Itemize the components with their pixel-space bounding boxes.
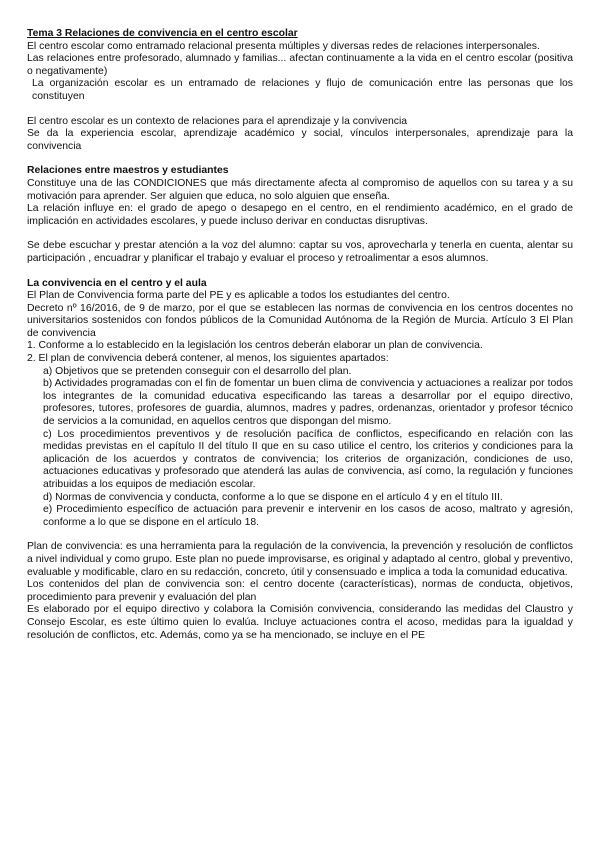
sublist-item-b: b) Actividades programadas con el fin de fomentar un buen clima de convivencia y actuaciones a realizar por todos los integrantes de la comunidad educativa especificando las tareas a desarrollar por el equipo directivo, profesores, tutores, profesores de guardia, alumnos, madres y padres, ordenanzas, orientador y profesor técnico de servicios a la comunidad, en aquellos centros que dispongan del mismo. — [43, 378, 573, 428]
sublist-item-c: c) Los procedimientos preventivos y de resolución pacífica de conflictos, especificando en relación con las medidas previstas en el capítulo II del título II que en su caso utilice el centro, los criterios y condiciones para la aplicación de los acuerdos y contratos de convivencia; los criterios de organización, condiciones de uso, actuaciones educativas y profesorado que atenderá las aulas de convivencia, así como, la regulación y funciones atribuidas a los equipos de mediación escolar. — [43, 428, 573, 490]
list-item-1: 1. Conforme a lo establecido en la legislación los centros deberán elaborar un plan de convivencia. — [27, 340, 483, 352]
section-heading-relaciones: Relaciones entre maestros y estudiantes — [27, 165, 229, 177]
closing-paragraph-2: Los contenidos del plan de convivencia son: el centro docente (características), normas de conducta, objetivos, procedimiento para prevenir y evaluación del plan — [27, 579, 573, 603]
list-item-2: 2. El plan de convivencia deberá contener, al menos, los siguientes apartados: — [27, 353, 389, 365]
relaciones-paragraph-2: La relación influye en: el grado de apego o desapego en el centro, en el rendimiento académico, en el grado de implicación en actividades escolares, y puede incluso derivar en conductas disruptivas. — [27, 203, 573, 227]
closing-paragraph-3: Es elaborado por el equipo directivo y colabora la Comisión convivencia, considerando las medidas del Claustro y Consejo Escolar, es este último quien lo evalúa. Incluye actuaciones contra el acoso, medidas para la igualdad y resolución de conflictos, etc. Además, como ya se ha mencionado, se incluye en el PE — [27, 604, 573, 641]
intro-paragraph-3: La organización escolar es un entramado de relaciones y flujo de comunicación entre las personas que los constituyen — [32, 78, 573, 102]
context-paragraph-1: El centro escolar es un contexto de relaciones para el aprendizaje y la convivencia — [27, 115, 408, 127]
intro-paragraph-2: Las relaciones entre profesorado, alumnado y familias... afectan continuamente a la vida en el centro escolar (positiva o negativamente) — [27, 53, 573, 77]
document-page — [27, 28, 573, 642]
closing-paragraph-1: Plan de convivencia: es una herramienta para la regulación de la convivencia, la prevención y resolución de conflictos a nivel individual y como grupo. Este plan no puede improvisarse, es original y adaptado al centro, global y preventivo, evaluable y modificable, claro en su redacción, concreto, útil y consensuado e implica a toda la comunidad educativa. — [27, 541, 573, 578]
sublist-item-d: d) Normas de convivencia y conducta, conforme a lo que se dispone en el artículo 4 y en el título III. — [43, 491, 503, 503]
sublist-item-e: e) Procedimiento específico de actuación para prevenir e intervenir en los casos de acoso, maltrato y agresión, conforme a lo que se dispone en el artículo 18. — [43, 504, 573, 528]
intro-paragraph-1: El centro escolar como entramado relacional presenta múltiples y diversas redes de relaciones interpersonales. — [27, 40, 540, 52]
relaciones-paragraph-3: Se debe escuchar y prestar atención a la voz del alumno: captar su vos, aprovecharla y tenerla en cuenta, alentar su participación , encuadrar y planificar el trabajo y evaluar el proceso y retroalimentar a esos alumnos. — [27, 240, 573, 264]
context-paragraph-2: Se da la experiencia escolar, aprendizaje académico y social, vínculos interpersonales, aprendizaje para la convivencia — [27, 128, 573, 152]
page-title: Tema 3 Relaciones de convivencia en el centro escolar — [27, 28, 298, 39]
relaciones-paragraph-1: Constituye una de las CONDICIONES que más directamente afecta al compromiso de aquellos con su tarea y a su motivación para aprender. Ser alguien que educa, no solo alguien que enseña. — [27, 177, 573, 202]
section-heading-convivencia: La convivencia en el centro y el aula — [27, 277, 207, 289]
sublist-item-a: a) Objetivos que se pretenden conseguir con el desarrollo del plan. — [43, 365, 352, 377]
convivencia-paragraph-1: El Plan de Convivencia forma parte del PE y es aplicable a todos los estudiantes del centro. — [27, 290, 450, 302]
convivencia-paragraph-2: Decreto nº 16/2016, de 9 de marzo, por el que se establecen las normas de convivencia en los centros docentes no universitarios sostenidos con fondos públicos de la Comunidad Autónoma de la Región de Murcia. Artículo 3 El Plan de convivencia — [27, 302, 573, 339]
